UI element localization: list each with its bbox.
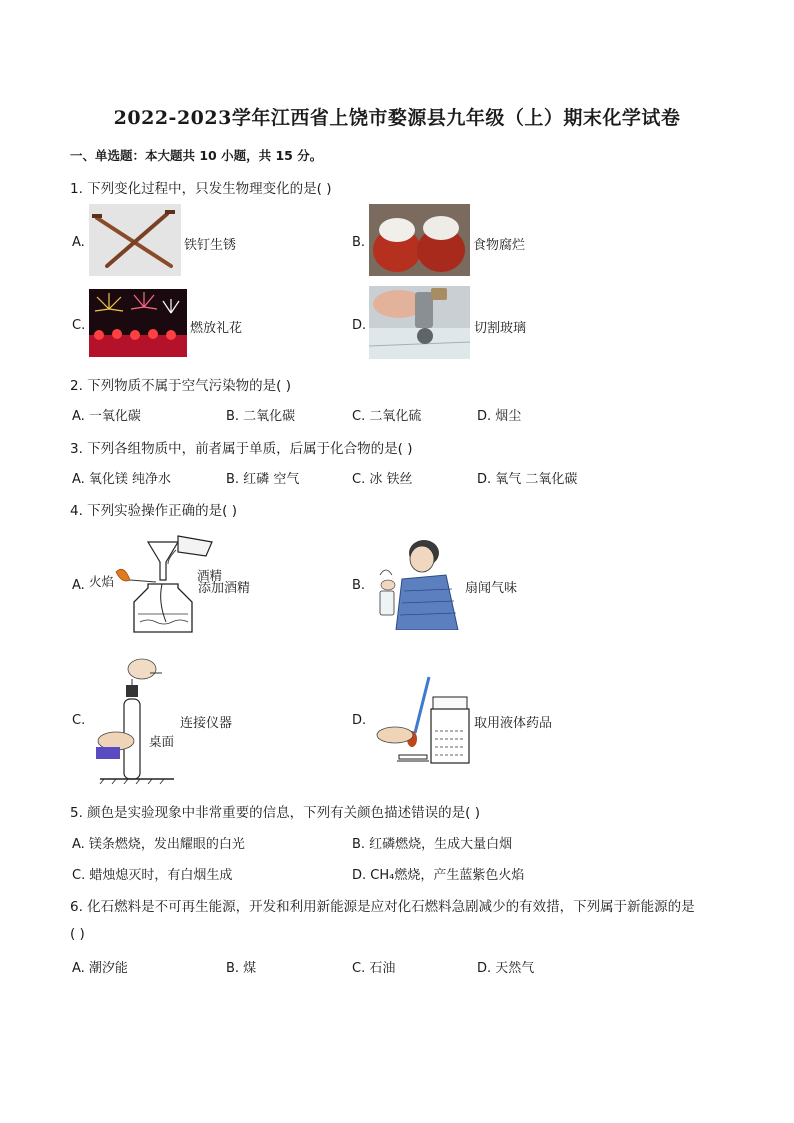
- flame-label: 火焰: [89, 574, 115, 589]
- q6-option-b[interactable]: B. 煤: [226, 961, 257, 976]
- q2-option-d[interactable]: D. 烟尘: [477, 409, 522, 424]
- rotten-food-image: [369, 204, 470, 276]
- question-6-stem-line2: ( ): [70, 926, 85, 942]
- q3-option-c[interactable]: C. 冰 铁丝: [352, 472, 413, 487]
- q3-option-d[interactable]: D. 氧气 二氧化碳: [477, 472, 578, 487]
- q4-option-d-caption: 取用液体药品: [474, 716, 553, 731]
- connect-apparatus-diagram: [90, 655, 180, 785]
- page-title: 2022-2023学年江西省上饶市婺源县九年级（上）期末化学试卷: [113, 107, 681, 129]
- q1-option-b-letter[interactable]: B.: [352, 235, 366, 250]
- q2-option-b[interactable]: B. 二氧化碳: [226, 409, 296, 424]
- q6-option-d[interactable]: D. 天然气: [477, 961, 535, 976]
- question-2-stem: 2. 下列物质不属于空气污染物的是( ): [70, 378, 291, 394]
- q6-option-c[interactable]: C. 石油: [352, 961, 396, 976]
- q1-option-b-caption: 食物腐烂: [473, 238, 526, 253]
- question-6-stem: 6. 化石燃料是不可再生能源，开发和利用新能源是应对化石燃料急剧减少的有效措，下列属于新能源的是: [70, 899, 695, 915]
- q4-option-c-letter[interactable]: C.: [72, 713, 86, 728]
- q5-option-a[interactable]: A. 镁条燃烧，发出耀眼的白光: [72, 837, 245, 852]
- q1-option-c-caption: 燃放礼花: [190, 321, 243, 336]
- q5-option-d[interactable]: D. CH₄燃烧，产生蓝紫色火焰: [352, 868, 525, 883]
- question-3-stem: 3. 下列各组物质中，前者属于单质，后属于化合物的是( ): [70, 441, 413, 457]
- question-4-stem: 4. 下列实验操作正确的是( ): [70, 503, 237, 519]
- fireworks-image: [89, 289, 187, 357]
- q4-option-b-caption: 扇闻气味: [465, 581, 518, 596]
- tabletop-label: 桌面: [149, 734, 175, 749]
- q1-option-a-caption: 铁钉生锈: [184, 238, 237, 253]
- q5-option-c[interactable]: C. 蜡烛熄灭时，有白烟生成: [72, 868, 233, 883]
- question-1-stem: 1. 下列变化过程中，只发生物理变化的是( ): [70, 181, 332, 197]
- q4-option-d-letter[interactable]: D.: [352, 713, 367, 728]
- q4-option-c-caption: 连接仪器: [180, 716, 233, 731]
- q6-option-a[interactable]: A. 潮汐能: [72, 961, 128, 976]
- rusty-nails-image: [89, 204, 181, 276]
- liquid-pipette-diagram: [373, 673, 473, 768]
- q3-option-b[interactable]: B. 红磷 空气: [226, 472, 300, 487]
- fanning-smell-diagram: [372, 535, 462, 630]
- q2-option-a[interactable]: A. 一氧化碳: [72, 409, 141, 424]
- q4-option-a-caption: 添加酒精: [198, 581, 251, 596]
- glass-cutting-image: [369, 286, 470, 359]
- q4-option-a-letter[interactable]: A.: [72, 578, 85, 593]
- q1-option-d-caption: 切割玻璃: [474, 321, 527, 336]
- q3-option-a[interactable]: A. 氧化镁 纯净水: [72, 472, 172, 487]
- question-5-stem: 5. 颜色是实验现象中非常重要的信息，下列有关颜色描述错误的是( ): [70, 805, 480, 821]
- q5-option-b[interactable]: B. 红磷燃烧，生成大量白烟: [352, 837, 513, 852]
- q4-option-b-letter[interactable]: B.: [352, 578, 366, 593]
- q1-option-a-letter[interactable]: A.: [72, 235, 85, 250]
- q1-option-c-letter[interactable]: C.: [72, 318, 86, 333]
- alcohol-label: 酒精: [197, 568, 223, 583]
- q2-option-c[interactable]: C. 二氧化硫: [352, 409, 422, 424]
- q1-option-d-letter[interactable]: D.: [352, 318, 367, 333]
- section-heading: 一、单选题：本大题共 10 小题，共 15 分。: [70, 148, 323, 163]
